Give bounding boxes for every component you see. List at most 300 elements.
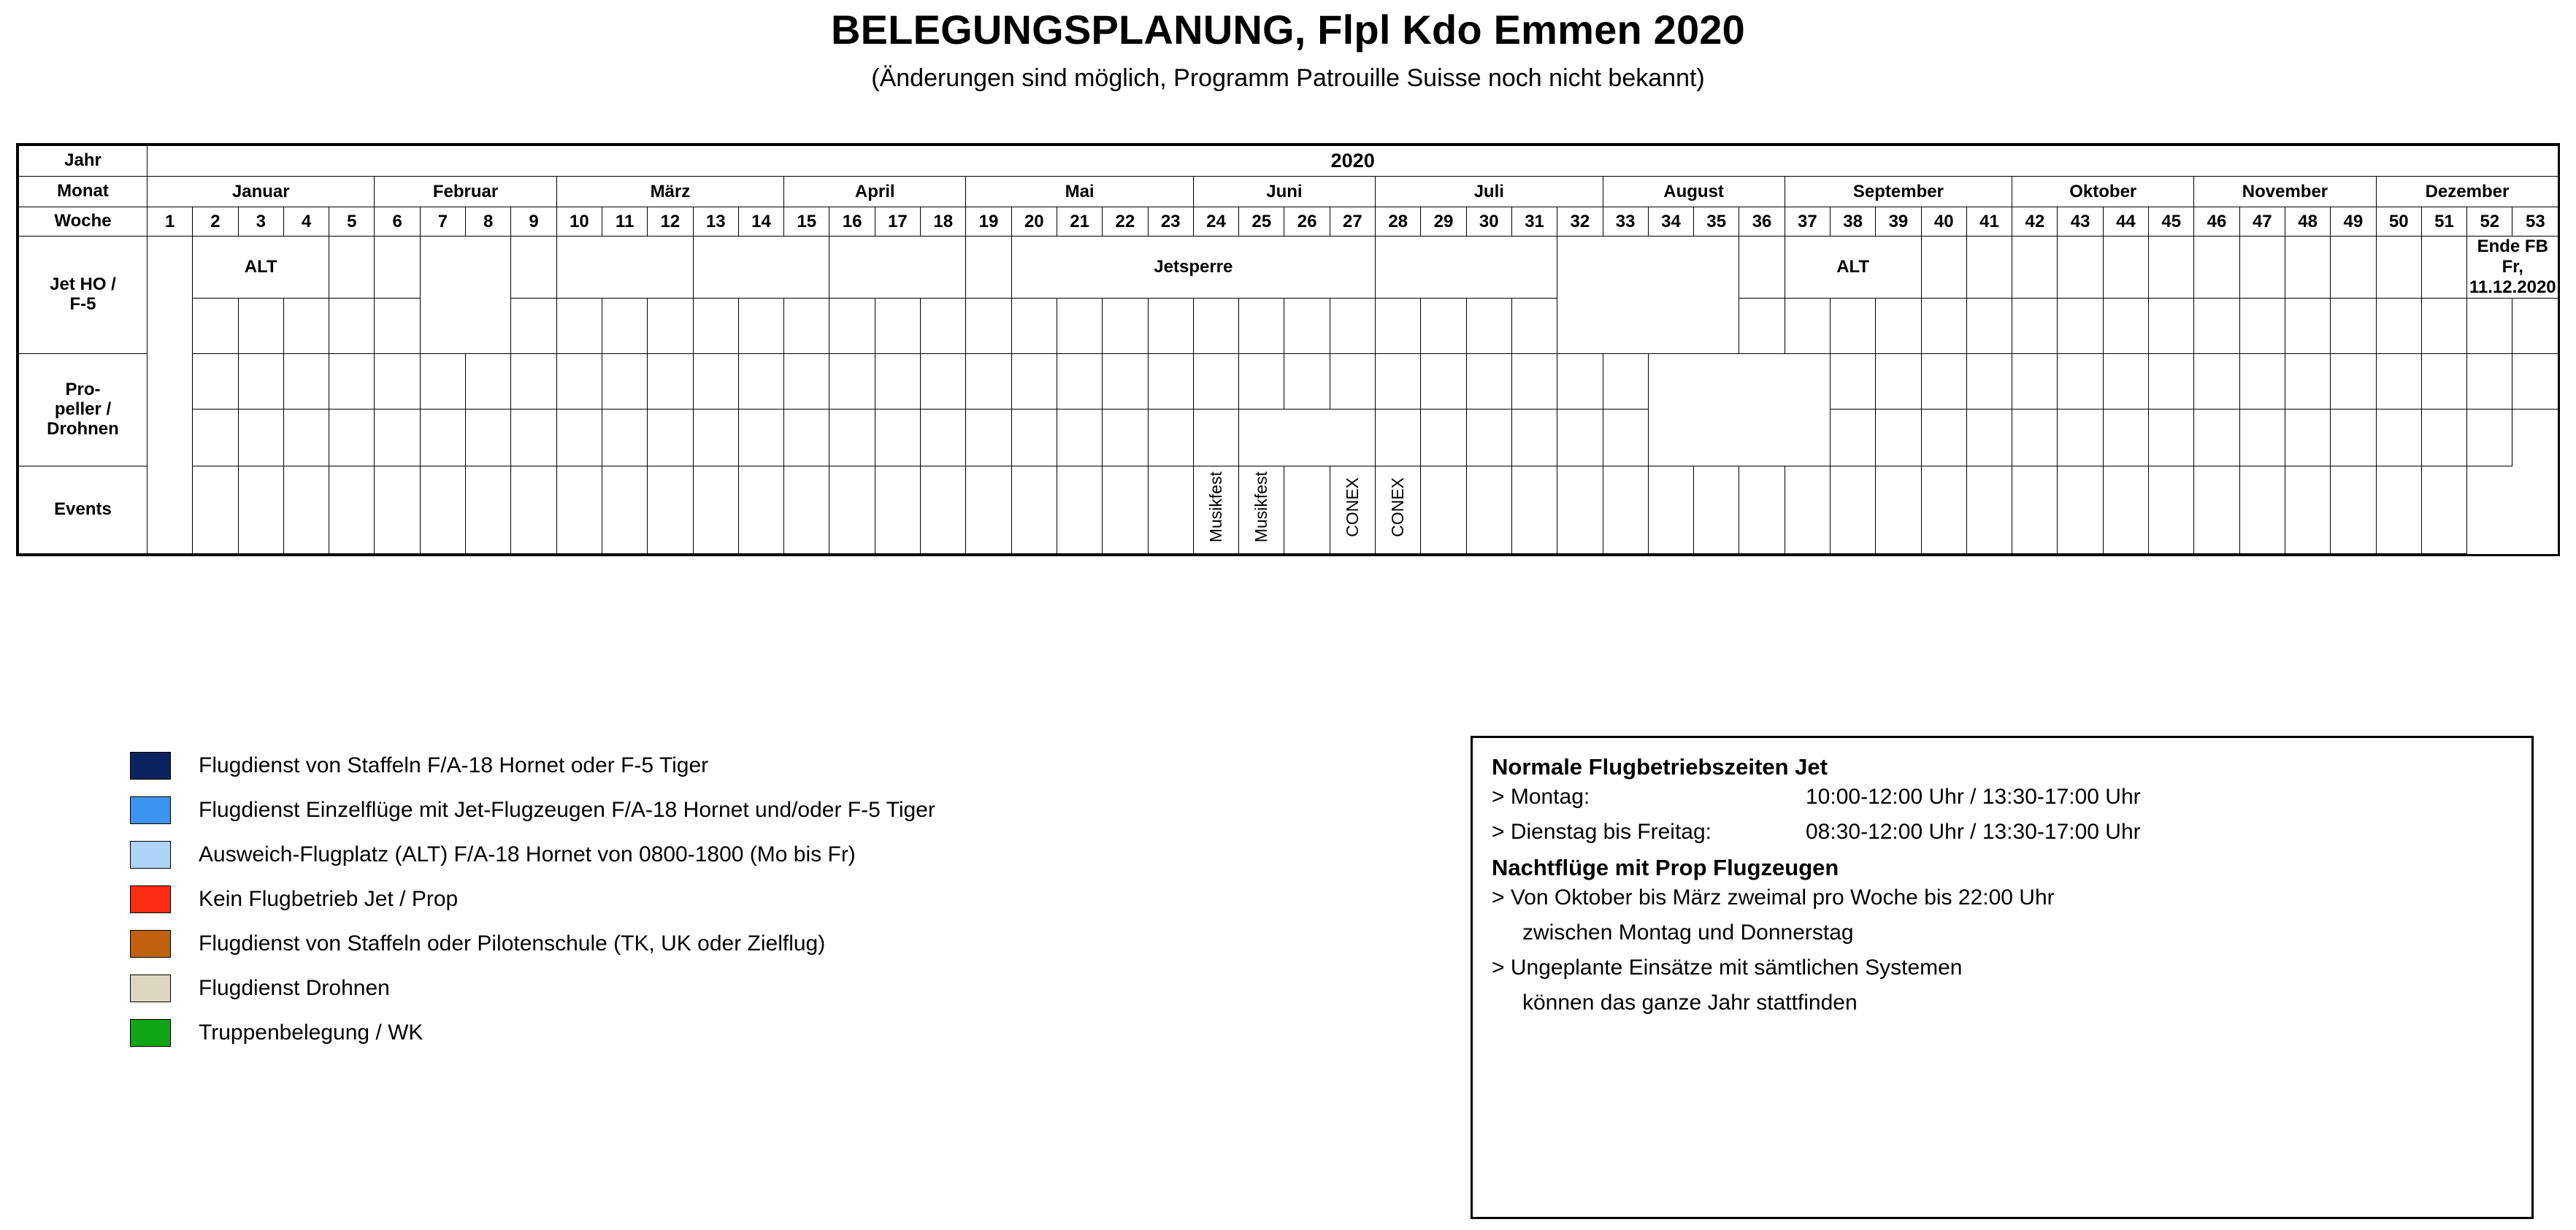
row-events (19, 466, 2558, 554)
info-box (1471, 736, 2534, 1219)
legend-swatch (130, 752, 171, 780)
cell-begin-fb (147, 237, 193, 554)
cell-wef: WEF (283, 354, 329, 410)
info-heading-jet: Normale Flugbetriebszeiten Jet (1492, 754, 1828, 780)
week-cell: 36 (1739, 207, 1785, 237)
cell-empty (693, 410, 738, 466)
info-text: > Ungeplante Einsätze mit sämtlichen Systemen (1492, 956, 1963, 980)
month-cell: Mai (966, 177, 1193, 207)
cell-empty (875, 410, 920, 466)
cell-uk: UK (1511, 354, 1557, 410)
cell-drohnen (2058, 410, 2103, 466)
cell-empty (329, 410, 375, 466)
cell-jet (1057, 299, 1102, 354)
cell-jet (966, 299, 1011, 354)
cell-tk: TK (1511, 299, 1557, 354)
legend-swatch (130, 930, 171, 958)
cell-jet (2512, 299, 2558, 354)
cell-empty (2103, 466, 2148, 554)
cell-jet (1376, 299, 1421, 354)
cell-empty (2285, 237, 2330, 299)
cell-empty (2058, 237, 2103, 299)
cell-empty (829, 466, 875, 554)
cell-ps-vertical (2194, 237, 2239, 299)
cell-prop (921, 354, 966, 410)
legend-swatch (130, 1019, 171, 1047)
cell-zfl: ZFL (2149, 354, 2194, 410)
month-cell: August (1603, 177, 1785, 207)
cell-drohnen (2421, 410, 2466, 466)
cell-empty (738, 410, 783, 466)
legend-item (130, 743, 935, 788)
cell-empty (1421, 466, 1466, 554)
month-cell: Oktober (2012, 177, 2194, 207)
cell-heli-prop: Heli Flüge und Prop Überflüge möglich (1648, 354, 1830, 466)
cell-drohnen (2012, 410, 2058, 466)
cell-empty (283, 466, 329, 554)
info-value: 10:00-12:00 Uhr / 13:30-17:00 Uhr (1806, 785, 2141, 809)
week-cell: 4 (283, 207, 329, 237)
cell-ausb-wo (420, 237, 511, 354)
cell-zfl: ZFL (2103, 354, 2148, 410)
cell-jet (829, 299, 875, 354)
week-cell: 18 (921, 207, 966, 237)
cell-zfl: ZFL (2058, 354, 2103, 410)
cell-zfl: ZFL (238, 354, 283, 410)
row-jet-lower (19, 299, 2558, 354)
cell-empty (375, 410, 420, 466)
month-cell: April (784, 177, 966, 207)
cell-jet (2467, 299, 2512, 354)
week-cell: 12 (648, 207, 693, 237)
cell-jet (2331, 299, 2376, 354)
cell-jet (1148, 299, 1193, 354)
cell-zfl: ZFL (2421, 354, 2466, 410)
cell-empty (829, 410, 875, 466)
legend-item (130, 921, 935, 966)
cell-empty (375, 237, 420, 299)
info-row-dienstag-freitag (1492, 820, 2512, 845)
rowlabel-jahr: Jahr (19, 146, 147, 177)
cell-empty (1694, 466, 1739, 554)
cell-jet (2421, 299, 2466, 354)
legend-label: Flugdienst von Staffeln oder Pilotenschule (TK, UK oder Zielflug) (199, 931, 826, 956)
cell-drohnen (1421, 410, 1466, 466)
cell-drohnen (2467, 410, 2512, 466)
legend-item (130, 832, 935, 877)
info-value: 08:30-12:00 Uhr / 13:30-17:00 Uhr (1806, 820, 2141, 844)
cell-empty (2149, 466, 2194, 554)
cell-empty (1557, 466, 1603, 554)
cell-jet (784, 299, 829, 354)
cell-empty (2376, 237, 2421, 299)
cell-empty (1739, 237, 1785, 299)
cell-empty (1830, 466, 1875, 554)
month-cell: November (2194, 177, 2376, 207)
cell-jet (2058, 299, 2103, 354)
week-cell: 17 (875, 207, 920, 237)
month-cell: Juli (1376, 177, 1603, 207)
cell-prop (556, 354, 602, 410)
month-cell: Dezember (2376, 177, 2558, 207)
cell-jet (648, 299, 693, 354)
cell-empty (738, 466, 783, 554)
cell-uk: UK (1421, 354, 1466, 410)
cell-drohnen (1376, 410, 1421, 466)
cell-empty (511, 237, 556, 299)
week-cell: 34 (1648, 207, 1693, 237)
cell-jet (1193, 299, 1238, 354)
week-cell: 48 (2285, 207, 2330, 237)
cell-empty (1057, 410, 1102, 466)
cell-uk: UK (1376, 354, 1421, 410)
cell-truppenbelegung: Truppenbelegung (1239, 410, 1376, 466)
cell-prop (2285, 354, 2330, 410)
cell-event-conex: CONEX (1376, 466, 1421, 554)
cell-drohnen (2285, 410, 2330, 466)
cell-zfl: ZFL (1148, 354, 1193, 410)
week-cell: 44 (2103, 207, 2148, 237)
cell-empty (1921, 237, 1966, 299)
cell-jet (193, 299, 238, 354)
cell-drohnen (1603, 410, 1648, 466)
cell-drohnen (1466, 410, 1511, 466)
legend-label: Flugdienst Drohnen (199, 975, 390, 1000)
cell-drohnen (2239, 410, 2285, 466)
month-cell: Juni (1193, 177, 1375, 207)
cell-jet (329, 299, 375, 354)
cell-prop (966, 354, 1011, 410)
cell-zfl: ZFL (420, 354, 465, 410)
begin-fb-label: Beginn FB Mo, 06.01.2020 (159, 280, 180, 505)
legend-item (130, 966, 935, 1010)
week-cell: 40 (1921, 207, 1966, 237)
cell-empty (1466, 466, 1511, 554)
week-cell: 43 (2058, 207, 2103, 237)
cell-jet (1785, 299, 1830, 354)
cell-empty (329, 237, 375, 299)
cell-drohnen (1511, 410, 1557, 466)
cell-ps: ALT (829, 237, 966, 299)
cell-alt-vertical: ALT (2239, 237, 2285, 299)
week-cell: 45 (2149, 207, 2194, 237)
cell-prop (784, 354, 829, 410)
cell-empty (2331, 237, 2376, 299)
year-cell: 2020 (147, 146, 2558, 177)
week-cell: 41 (1966, 207, 2012, 237)
cell-empty (602, 466, 647, 554)
cell-jet (238, 299, 283, 354)
cell-tk: TK (1466, 299, 1511, 354)
info-row-ungeplant-cont: können das ganze Jahr stattfinden (1522, 991, 1858, 1015)
cell-tk: TK (1876, 354, 1921, 410)
cell-alt (693, 237, 829, 299)
cell-empty (784, 410, 829, 466)
cell-empty (329, 466, 375, 554)
cell-alt: Ende FB Fr, 11.12.2020 (2467, 237, 2558, 299)
info-text: > Von Oktober bis März zweimal pro Woche bis 22:00 Uhr (1492, 885, 2055, 910)
cell-empty (1511, 466, 1557, 554)
cell-empty (1148, 410, 1193, 466)
cell-empty (1876, 466, 1921, 554)
cell-uk: UK (1330, 354, 1375, 410)
row-week (19, 207, 2558, 237)
week-cell: 1 (147, 207, 193, 237)
cell-prop (2331, 354, 2376, 410)
week-cell: 16 (829, 207, 875, 237)
cell-jet (1284, 299, 1330, 354)
cell-alt: Jetsperre (1011, 237, 1375, 299)
cell-empty (921, 410, 966, 466)
cell-empty (283, 410, 329, 466)
cell-empty (1057, 466, 1102, 554)
cell-empty (1966, 237, 2012, 299)
cell-empty (2012, 237, 2058, 299)
cell-empty (966, 466, 1011, 554)
cell-prop (693, 354, 738, 410)
cell-empty (420, 466, 465, 554)
cell-prop (2512, 354, 2558, 410)
cell-zfl: ZFL (2012, 354, 2058, 410)
cell-drohnen (2149, 410, 2194, 466)
cell-prop (1830, 354, 1875, 410)
cell-empty (556, 237, 693, 299)
row-prop-upper (19, 354, 2558, 410)
cell-drohnen (1876, 410, 1921, 466)
calendar-table (18, 145, 2558, 554)
week-cell: 8 (466, 207, 511, 237)
week-cell: 42 (2012, 207, 2058, 237)
cell-jet (921, 299, 966, 354)
week-cell: 32 (1557, 207, 1603, 237)
cell-jet (1239, 299, 1284, 354)
cell-prop (1966, 354, 2012, 410)
legend-swatch (130, 975, 171, 1002)
cell-prop (829, 354, 875, 410)
cell-prop (2467, 354, 2512, 410)
cell-empty (2012, 466, 2058, 554)
legend-swatch (130, 841, 171, 869)
cell-tk: TK (2012, 299, 2058, 354)
week-cell: 28 (1376, 207, 1421, 237)
cell-zfl: ZFL (2194, 354, 2239, 410)
week-cell: 29 (1421, 207, 1466, 237)
cell-uk: UK (1603, 354, 1648, 410)
week-cell: 52 (2467, 207, 2512, 237)
cell-empty (966, 410, 1011, 466)
cell-drohnen (1966, 410, 2012, 466)
week-cell: 24 (1193, 207, 1238, 237)
week-cell: 5 (329, 207, 375, 237)
cell-zfl: ZFL (466, 354, 511, 410)
cell-empty (1603, 466, 1648, 554)
week-cell: 14 (738, 207, 783, 237)
cell-ho (1376, 237, 1557, 299)
cell-empty (1739, 466, 1785, 554)
cell-jet (875, 299, 920, 354)
week-cell: 19 (966, 207, 1011, 237)
cell-empty (2285, 466, 2330, 554)
cell-alt: ALT (193, 237, 329, 299)
week-cell: 46 (2194, 207, 2239, 237)
week-cell: 21 (1057, 207, 1102, 237)
rowlabel-jet: Jet HO / F-5 (19, 237, 147, 354)
cell-drohnen (1921, 410, 1966, 466)
cell-prop (738, 354, 783, 410)
cell-empty (784, 466, 829, 554)
cell-empty (2058, 466, 2103, 554)
cell-event-conex: CONEX (1330, 466, 1375, 554)
cell-tk: TK (1330, 299, 1375, 354)
cell-prop (329, 354, 375, 410)
cell-empty (1011, 466, 1057, 554)
legend-label: Flugdienst Einzelflüge mit Jet-Flugzeugen F/A-18 Hornet und/oder F-5 Tiger (199, 797, 935, 822)
cell-jetsperre: ALT (1557, 237, 1739, 354)
page-title: BELEGUNGSPLANUNG, Flpl Kdo Emmen 2020 (830, 7, 1746, 53)
cell-empty (1148, 466, 1193, 554)
week-cell: 47 (2239, 207, 2285, 237)
cell-empty (2376, 466, 2421, 554)
week-cell: 10 (556, 207, 602, 237)
page-subtitle: (Änderungen sind möglich, Programm Patrouille Suisse noch nicht bekannt) (871, 64, 1705, 92)
cell-jet (1830, 299, 1875, 354)
week-cell: 26 (1284, 207, 1330, 237)
cell-zfl: ZFL (1239, 354, 1284, 410)
rowlabel-woche: Woche (19, 207, 147, 237)
week-cell: 3 (238, 207, 283, 237)
legend-item (130, 877, 935, 921)
week-cell: 20 (1011, 207, 1057, 237)
week-cell: 9 (511, 207, 556, 237)
row-drohnen (19, 410, 2558, 466)
week-cell: 22 (1103, 207, 1148, 237)
legend-label: Flugdienst von Staffeln F/A-18 Hornet oder F-5 Tiger (199, 753, 709, 777)
cell-empty (1103, 410, 1148, 466)
cell-tk: TK (1876, 299, 1921, 354)
legend-swatch (130, 885, 171, 913)
cell-tk: TK (738, 299, 783, 354)
cell-empty (648, 410, 693, 466)
cell-empty (1103, 466, 1148, 554)
week-cell: 31 (1511, 207, 1557, 237)
legend-label: Truppenbelegung / WK (199, 1020, 423, 1045)
rowlabel-prop: Pro- peller / Drohnen (19, 354, 147, 466)
cell-empty (238, 466, 283, 554)
month-cell: Januar (147, 177, 375, 207)
cell-empty (1648, 466, 1693, 554)
week-cell: 49 (2331, 207, 2376, 237)
cell-alt-vertical: ALT (2149, 237, 2194, 299)
cell-empty (1193, 410, 1238, 466)
cell-drohnen (2376, 410, 2421, 466)
info-key: > Dienstag bis Freitag: (1492, 820, 1711, 844)
cell-zfl: ZFL (1193, 354, 1238, 410)
cell-empty (511, 410, 556, 466)
row-jet-upper (19, 237, 2558, 299)
week-cell: 27 (1330, 207, 1375, 237)
cell-prop (1057, 354, 1102, 410)
week-cell: 13 (693, 207, 738, 237)
week-cell: 50 (2376, 207, 2421, 237)
cell-empty (420, 410, 465, 466)
week-cell: 7 (420, 207, 465, 237)
legend-item (130, 1010, 935, 1055)
cell-jet (1011, 299, 1057, 354)
cell-empty (2421, 237, 2466, 299)
cell-prop (1011, 354, 1057, 410)
cell-prop (2376, 354, 2421, 410)
rowlabel-monat: Monat (19, 177, 147, 207)
cell-event-musikfest: Musikfest (1193, 466, 1238, 554)
rowlabel-events: Events (19, 466, 147, 554)
cell-jet (1103, 299, 1148, 354)
cell-empty (2103, 237, 2148, 299)
week-cell: 25 (1239, 207, 1284, 237)
cell-empty (966, 237, 1011, 299)
cell-empty (193, 466, 238, 554)
week-cell: 6 (375, 207, 420, 237)
cell-drohnen (1557, 410, 1603, 466)
cell-tk: TK (1421, 299, 1466, 354)
row-year (19, 146, 2558, 177)
cell-jet (602, 299, 647, 354)
legend-item (130, 788, 935, 832)
week-cell: 37 (1785, 207, 1830, 237)
cell-empty (466, 410, 511, 466)
cell-alt: ALT (1785, 237, 1921, 299)
cell-empty (2194, 466, 2239, 554)
cell-empty (693, 466, 738, 554)
week-cell: 33 (1603, 207, 1648, 237)
cell-empty (511, 466, 556, 554)
cell-drohnen (2194, 410, 2239, 466)
cell-empty (648, 466, 693, 554)
week-cell: 23 (1148, 207, 1193, 237)
week-cell: 2 (193, 207, 238, 237)
cell-empty (921, 466, 966, 554)
cell-jet (283, 299, 329, 354)
cell-drohnen (1830, 410, 1875, 466)
week-cell: 11 (602, 207, 647, 237)
month-cell: Februar (375, 177, 556, 207)
cell-jet (2285, 299, 2330, 354)
cell-tk: TK (1921, 354, 1966, 410)
cell-empty (375, 466, 420, 554)
legend (130, 743, 935, 1055)
cell-uk: UK (1466, 354, 1511, 410)
week-cell: 51 (2421, 207, 2466, 237)
cell-empty (1966, 466, 2012, 554)
month-cell: März (556, 177, 783, 207)
cell-empty (238, 410, 283, 466)
week-cell: 35 (1694, 207, 1739, 237)
cell-empty (1284, 466, 1330, 554)
cell-tk: TK (2149, 299, 2194, 354)
cell-uk: UK (1557, 354, 1603, 410)
cell-empty (556, 466, 602, 554)
row-month (19, 177, 2558, 207)
cell-prop (875, 354, 920, 410)
cell-jet (2194, 299, 2239, 354)
cell-zfl: ZFL (1284, 354, 1330, 410)
week-cell: 15 (784, 207, 829, 237)
cell-empty (602, 410, 647, 466)
info-row-ungeplant (1492, 956, 2512, 980)
cell-jet (1739, 299, 1785, 354)
cell-tk: TK (693, 299, 738, 354)
cell-empty (193, 410, 238, 466)
cell-drohnen (2103, 410, 2148, 466)
